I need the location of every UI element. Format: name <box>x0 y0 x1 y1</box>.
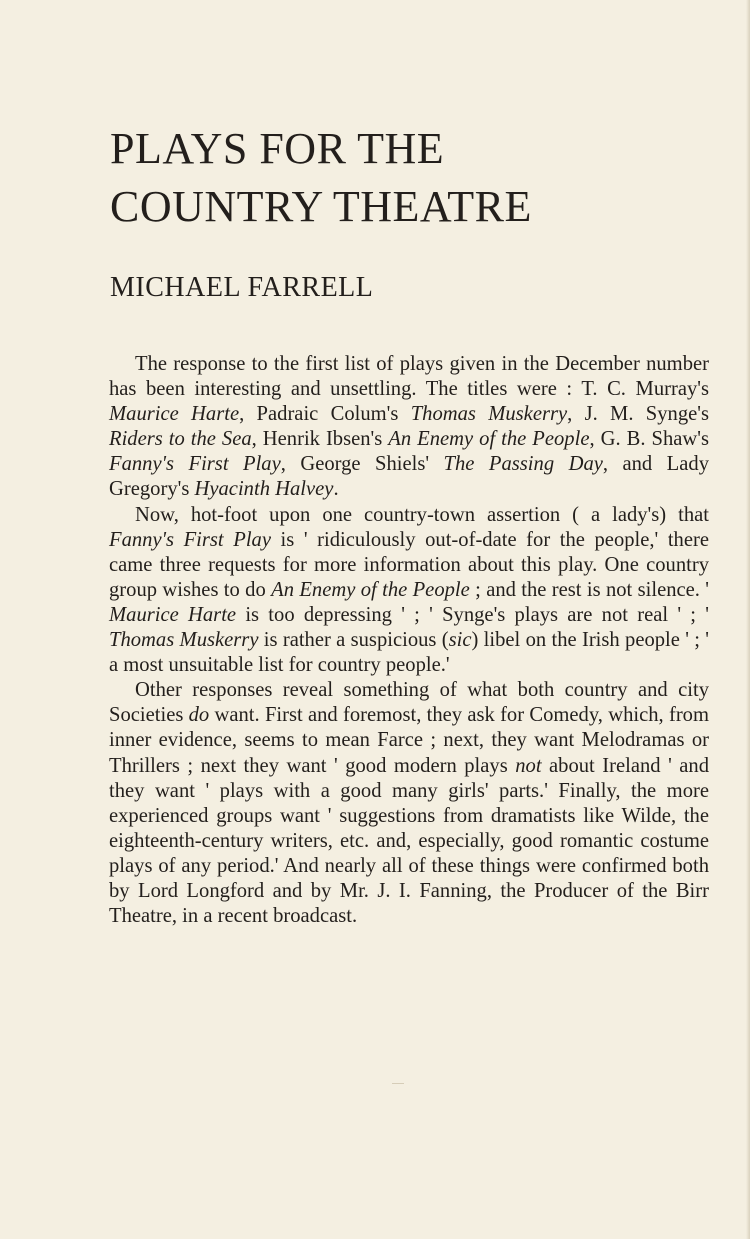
italic-text: sic <box>448 629 472 652</box>
italic-text: Riders to the Sea <box>109 428 252 451</box>
article-body <box>109 352 709 929</box>
title-line: COUNTRY THEATRE <box>110 182 532 231</box>
body-text: , and Lady Gregory's <box>109 453 709 501</box>
body-text: is ' ridiculously out-of-date for the people,' there came three requests for more information about this play. One country group wishes to do <box>109 528 709 601</box>
italic-text: Thomas Muskerry <box>410 403 568 426</box>
body-text: Now, hot-foot upon one country-town assertion ( a lady's) that <box>135 503 709 526</box>
italic-text: Fanny's First Play <box>109 528 271 551</box>
page-edge <box>746 0 750 1239</box>
body-text: The response to the first list of plays given in the December number has been interesting and unsettling. The titles were : T. C. Murray's <box>109 353 709 401</box>
italic-text: Hyacinth Halvey <box>194 478 334 501</box>
body-paragraph <box>109 678 709 929</box>
italic-text: The Passing Day <box>443 453 603 476</box>
italic-text: do <box>188 704 210 727</box>
body-paragraph <box>109 352 709 503</box>
body-text: . <box>333 478 339 501</box>
italic-text: An Enemy of the People <box>271 578 470 601</box>
body-text: want. First and foremost, they ask for Comedy, which, from inner evidence, seems to mean Farce ; next, they want Melodramas or Thrillers ; next they want ' good modern plays <box>109 704 709 777</box>
italic-text: Fanny's First Play <box>109 453 281 476</box>
page-rule <box>392 1083 404 1084</box>
italic-text: An Enemy of the People <box>388 428 590 451</box>
italic-text: Maurice Harte <box>109 603 237 626</box>
body-text: about Ireland ' and they want ' plays with a good many girls' parts.' Finally, the more experienced groups want ' suggestions from dramatists like Wilde, the eighteenth-century writers, etc. and, especially, good romantic costume plays of any period.' And nearly all of these things were confirmed both by Lord Longford and by Mr. J. I. Fanning, the Producer of the Birr Theatre, in a recent broadcast. <box>109 754 709 928</box>
italic-text: not <box>515 754 542 777</box>
body-text: ) libel on the Irish people ' ; ' a most unsuitable list for country people.' <box>109 629 710 677</box>
body-text: , Henrik Ibsen's <box>251 428 389 451</box>
italic-text: Maurice Harte <box>109 403 240 426</box>
body-paragraph <box>109 503 709 679</box>
body-text: Other responses reveal something of what both country and city Societies <box>109 679 709 727</box>
body-text: ; and the rest is not silence. ' <box>469 578 710 601</box>
body-text: is too depressing ' ; ' Synge's plays are not real ' ; ' <box>236 603 709 626</box>
body-text: , J. M. Synge's <box>567 403 709 426</box>
body-text: is rather a suspicious ( <box>258 629 449 652</box>
body-text: , Padraic Colum's <box>239 403 411 426</box>
body-text: , G. B. Shaw's <box>589 428 709 451</box>
author-name: MICHAEL FARRELL <box>110 272 374 303</box>
body-text: , George Shiels' <box>280 453 444 476</box>
article-title <box>110 120 710 236</box>
title-line: PLAYS FOR THE <box>110 124 445 173</box>
italic-text: Thomas Muskerry <box>109 629 259 652</box>
